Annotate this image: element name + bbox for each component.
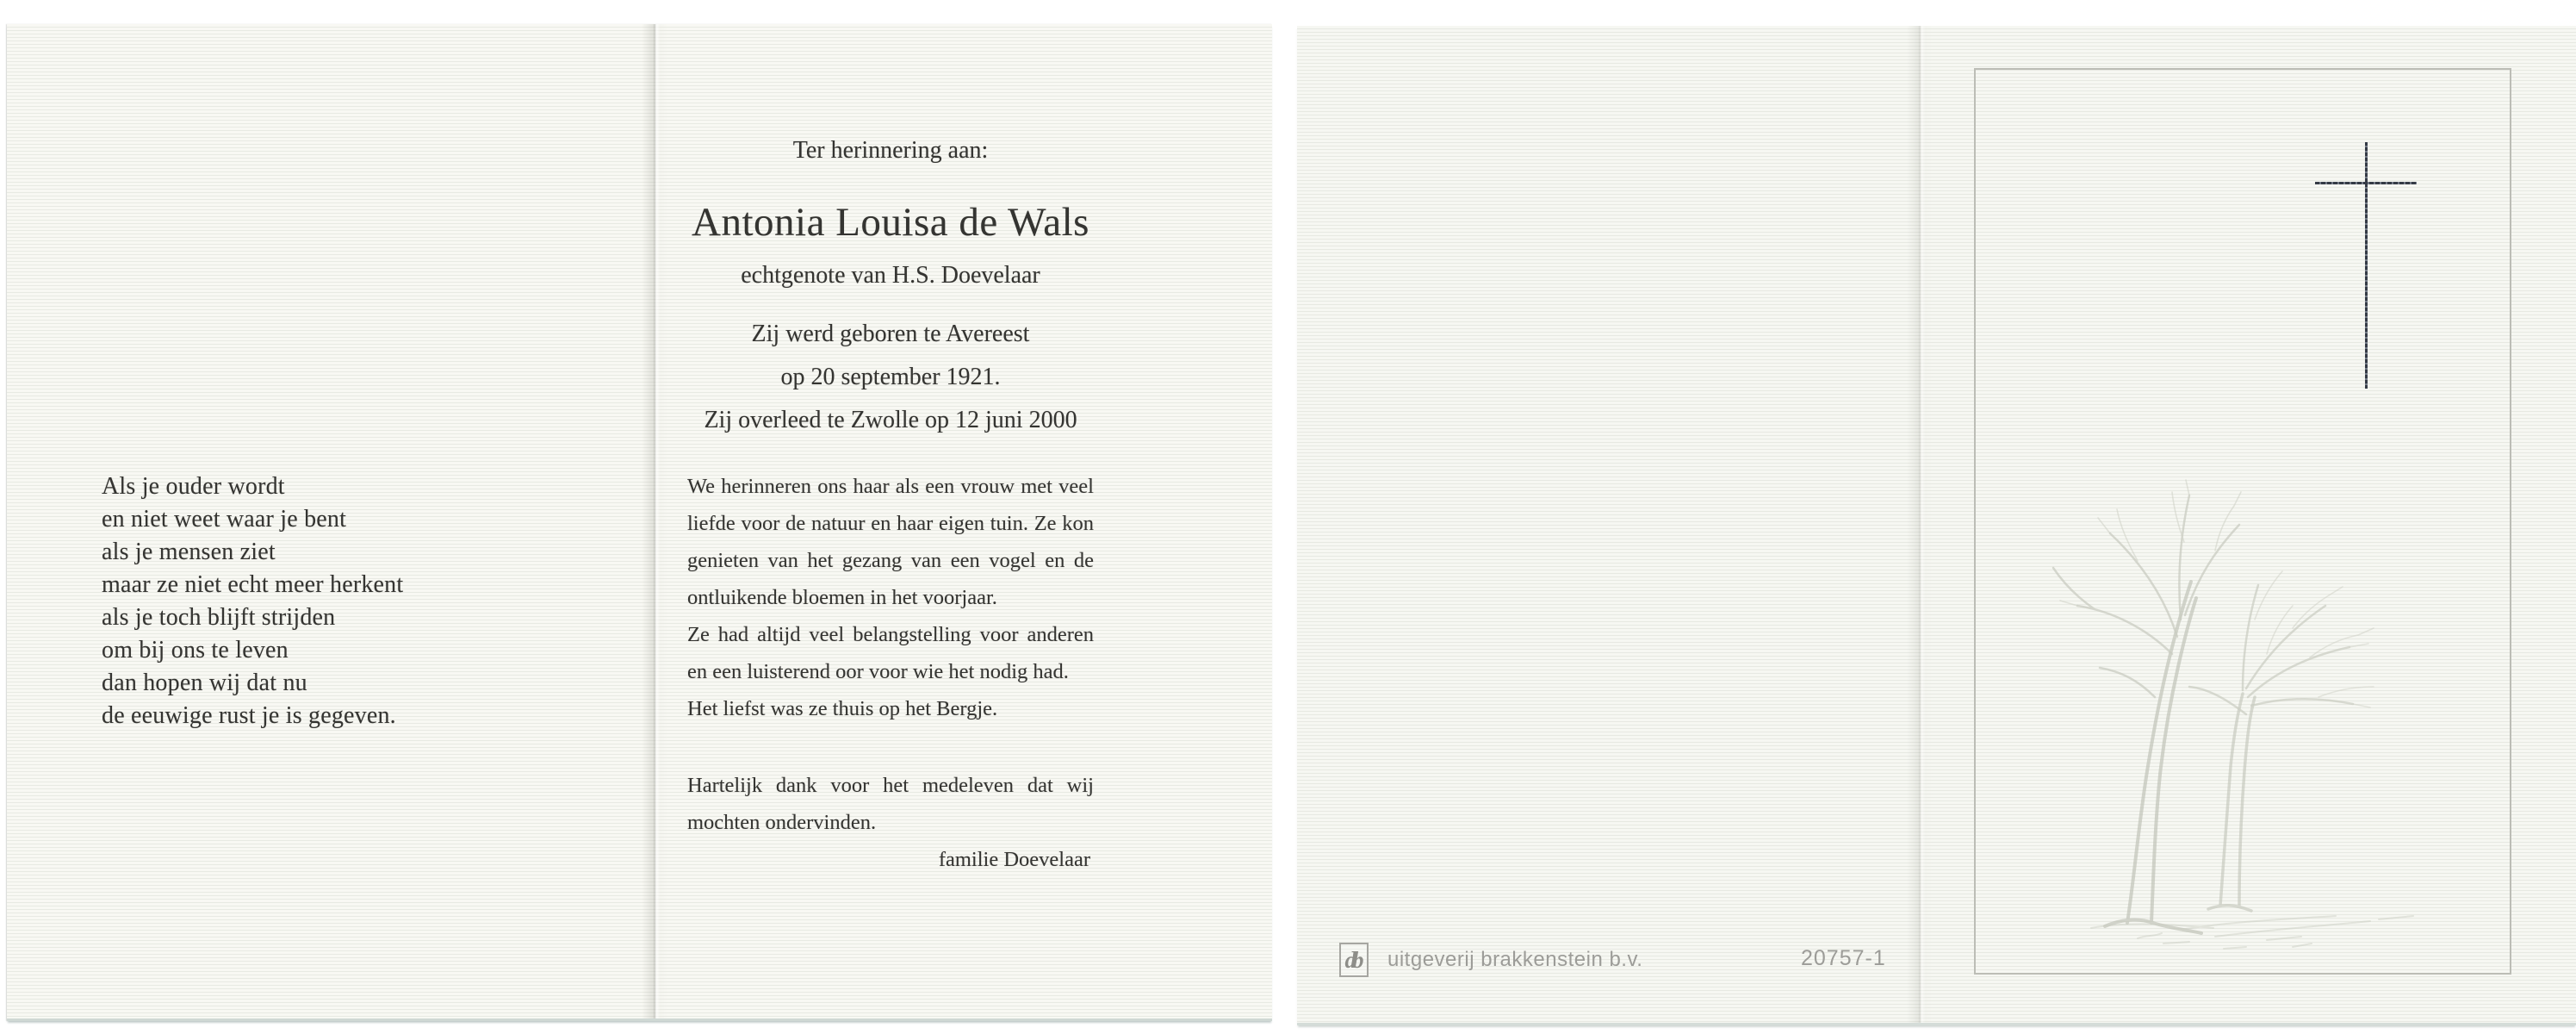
life-dates-line: Zij werd geboren te Avereest: [751, 321, 1030, 347]
remembrance-paragraph: [687, 468, 1094, 727]
poem-line: als je mensen ziet: [102, 539, 276, 565]
poem-line: dan hopen wij dat nu: [102, 670, 307, 696]
remembrance-line: Ze had altijd veel belangstelling voor anderen: [687, 623, 1094, 646]
life-dates-block: [687, 313, 1094, 442]
cross-icon: [2365, 142, 2368, 389]
poem-line: als je toch blijft strijden: [102, 604, 336, 631]
poem-line: maar ze niet echt meer herkent: [102, 571, 404, 598]
poem-block: [102, 470, 403, 732]
poem-line: Als je ouder wordt: [102, 473, 285, 500]
memorial-intro: Ter herinnering aan:: [792, 137, 989, 164]
remembrance-line: Het liefst was ze thuis op het Bergje.: [687, 697, 998, 720]
poem-line: om bij ons te leven: [102, 637, 289, 663]
right-card-scan: [1297, 26, 2576, 1025]
remembrance-line: We herinneren ons haar als een vrouw met veel: [687, 475, 1094, 498]
thanks-line: mochten ondervinden.: [687, 811, 877, 834]
remembrance-line: genieten van het gezang van een vogel en de: [687, 549, 1094, 572]
left-card-scan: [7, 24, 1272, 1021]
deceased-name: Antonia Louisa de Wals: [692, 200, 1089, 245]
cross-icon: [2315, 182, 2417, 184]
cover-art-frame: [1974, 68, 2511, 975]
family-signature: familie Doevelaar: [938, 848, 1090, 871]
remembrance-line: en een luisterend oor voor wie het nodig had.: [687, 660, 1069, 683]
card-order-code: 20757-1: [1801, 946, 1886, 970]
life-dates-line: Zij overleed te Zwolle op 12 juni 2000: [704, 407, 1077, 433]
relation-line: echtgenote van H.S. Doevelaar: [741, 262, 1040, 289]
publisher-imprint: [1339, 941, 1642, 979]
publisher-logo-icon: [1339, 943, 1369, 977]
fold-crease: [1907, 26, 1933, 1023]
remembrance-line: liefde voor de natuur en haar eigen tuin. Ze kon: [687, 512, 1094, 535]
publisher-monogram: db: [1344, 946, 1360, 973]
thanks-paragraph: [687, 767, 1094, 841]
thanks-line: Hartelijk dank voor het medeleven dat wij: [687, 774, 1094, 797]
remembrance-line: ontluikende bloemen in het voorjaar.: [687, 586, 997, 609]
poem-line: en niet weet waar je bent: [102, 506, 347, 533]
publisher-name: uitgeverij brakkenstein b.v.: [1387, 948, 1643, 971]
bare-trees-sketch-icon: [2008, 413, 2474, 956]
poem-line: de eeuwige rust je is gegeven.: [102, 702, 396, 729]
life-dates-line: op 20 september 1921.: [780, 364, 1001, 390]
fold-crease: [642, 24, 667, 1018]
memorial-text-column: [687, 133, 1094, 878]
